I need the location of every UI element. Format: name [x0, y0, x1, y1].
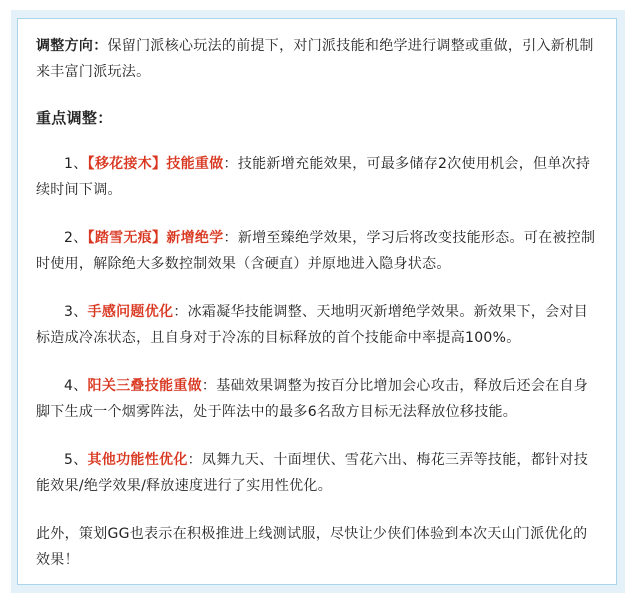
article-panel [17, 18, 617, 585]
item-text: ：基础效果调整为按百分比增加会心攻击，释放后还会在自身脚下生成一个烟雾阵法，处于阵法中的最多6名敌方目标无法释放位移技能。 [36, 378, 589, 420]
adjustment-item-3 [36, 299, 598, 351]
outro-paragraph: 此外，策划GG也表示在积极推进上线测试服，尽快让少侠们体验到本次天山门派优化的效果！ [36, 526, 588, 568]
item-text: ：凤舞九天、十面埋伏、雪花六出、梅花三弄等技能，都针对技能效果/绝学效果/释放速度进行了实用性优化。 [36, 452, 589, 494]
item-title: 【移花接木】技能重做 [87, 156, 224, 172]
item-text: ：新增至臻绝学效果，学习后将改变技能形态。可在被控制时使用，解除绝大多数控制效果（含硬直）并原地进入隐身状态。 [36, 230, 596, 272]
item-title: 【踏雪无痕】新增绝学 [87, 230, 224, 246]
item-title: 阳关三叠技能重做 [87, 378, 202, 394]
section-heading: 重点调整： [36, 109, 113, 127]
intro-label: 调整方向： [36, 38, 108, 54]
item-number: 2、 [64, 230, 88, 246]
item-title: 其他功能性优化 [87, 452, 188, 468]
intro-text: 保留门派核心玩法的前提下，对门派技能和绝学进行调整或重做，引入新机制来丰富门派玩法。 [36, 38, 594, 80]
item-number: 3、 [64, 304, 88, 320]
item-number: 5、 [64, 452, 88, 468]
adjustment-item-4 [36, 373, 598, 425]
adjustment-item-2 [36, 225, 598, 277]
adjustment-item-1 [36, 151, 598, 203]
item-text: ：冰霜凝华技能调整、天地明灭新增绝学效果。新效果下，会对目标造成冷冻状态，且自身对于冷冻的目标释放的首个技能命中率提高100%。 [36, 304, 589, 346]
item-title: 手感问题优化 [87, 304, 174, 320]
item-number: 4、 [64, 378, 88, 394]
intro-paragraph [36, 33, 598, 85]
item-number: 1、 [64, 156, 88, 172]
item-text: ：技能新增充能效果，可最多储存2次使用机会，但单次持续时间下调。 [36, 156, 591, 198]
adjustment-item-5 [36, 447, 598, 499]
